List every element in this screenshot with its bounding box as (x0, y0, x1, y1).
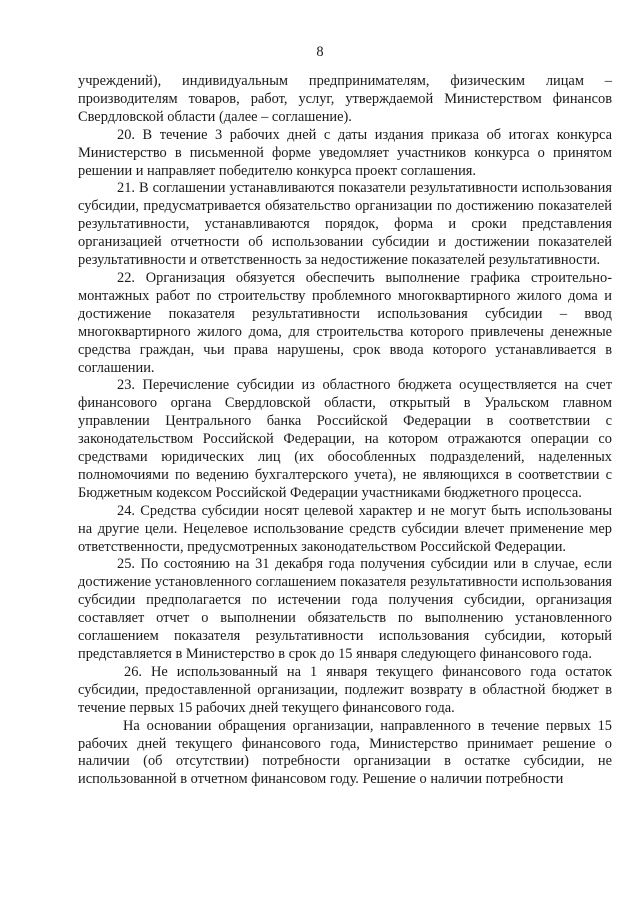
paragraph-20: 20. В течение 3 рабочих дней с даты издания приказа об итогах конкурса Министерство в письменной форме уведомляет участников конкурса о принятом решении и направляет победителю конкурса проект соглашения. (78, 126, 612, 179)
paragraph-26-continued: На основании обращения организации, направленного в течение первых 15 рабочих дней текущего финансового года, Министерство принимает решение о наличии (об отсутствии) потребности организации в остатке субсидии, не использованной в отчетном финансовом году. Решение о наличии потребности (78, 717, 612, 788)
paragraph-23: 23. Перечисление субсидии из областного бюджета осуществляется на счет финансового органа Свердловской области, открытый в Уральском главном управлении Центрального банка Российской Федерации в соответствии с законодательством Российской Федерации, на котором отражаются операции со средствами юридических лиц (их обособленных подразделений, наделенных полномочиями по ведению бухгалтерского учета), не являющихся в соответствии с Бюджетным кодексом Российской Федерации участниками бюджетного процесса. (78, 377, 612, 501)
document-body (78, 73, 612, 789)
page-number: 8 (316, 44, 324, 60)
paragraph-25: 25. По состоянию на 31 декабря года получения субсидии или в случае, если достижение установленного соглашением показателя результативности использования субсидии предполагается по истечении года получения субсидии, организация составляет отчет о выполнении обязательств по выполнению установленного соглашением показателя результативности использования субсидии, который представляется в Министерство в срок до 15 января следующего финансового года. (78, 556, 612, 662)
paragraph-26: 26. Не использованный на 1 января текущего финансового года остаток субсидии, предоставленной организации, подлежит возврату в областной бюджет в течение первых 15 рабочих дней текущего финансового года. (78, 663, 612, 716)
paragraph-21: 21. В соглашении устанавливаются показатели результативности использования субсидии, предусматривается обязательство организации по достижению показателей результативности, устанавливаются порядок, форма и сроки представления организацией отчетности об использовании субсидии и достижении показателей результативности и ответственность за недостижение показателей результативности. (78, 180, 612, 269)
paragraph-22: 22. Организация обязуется обеспечить выполнение графика строительно-монтажных работ по строительству проблемного многоквартирного жилого дома и достижение показателя результативности использования субсидии – ввод многоквартирного жилого дома, для строительства которого привлечены денежные средства граждан, чьи права нарушены, срок ввода которого устанавливается в соглашении. (78, 269, 612, 376)
paragraph-continuation: учреждений), индивидуальным предпринимателям, физическим лицам – производителям товаров, работ, услуг, утверждаемой Министерством финансов Свердловской области (далее – соглашение). (78, 73, 612, 125)
paragraph-24: 24. Средства субсидии носят целевой характер и не могут быть использованы на другие цели. Нецелевое использование средств субсидии влечет применение мер ответственности, предусмотренных законодательством Российской Федерации. (78, 502, 612, 555)
